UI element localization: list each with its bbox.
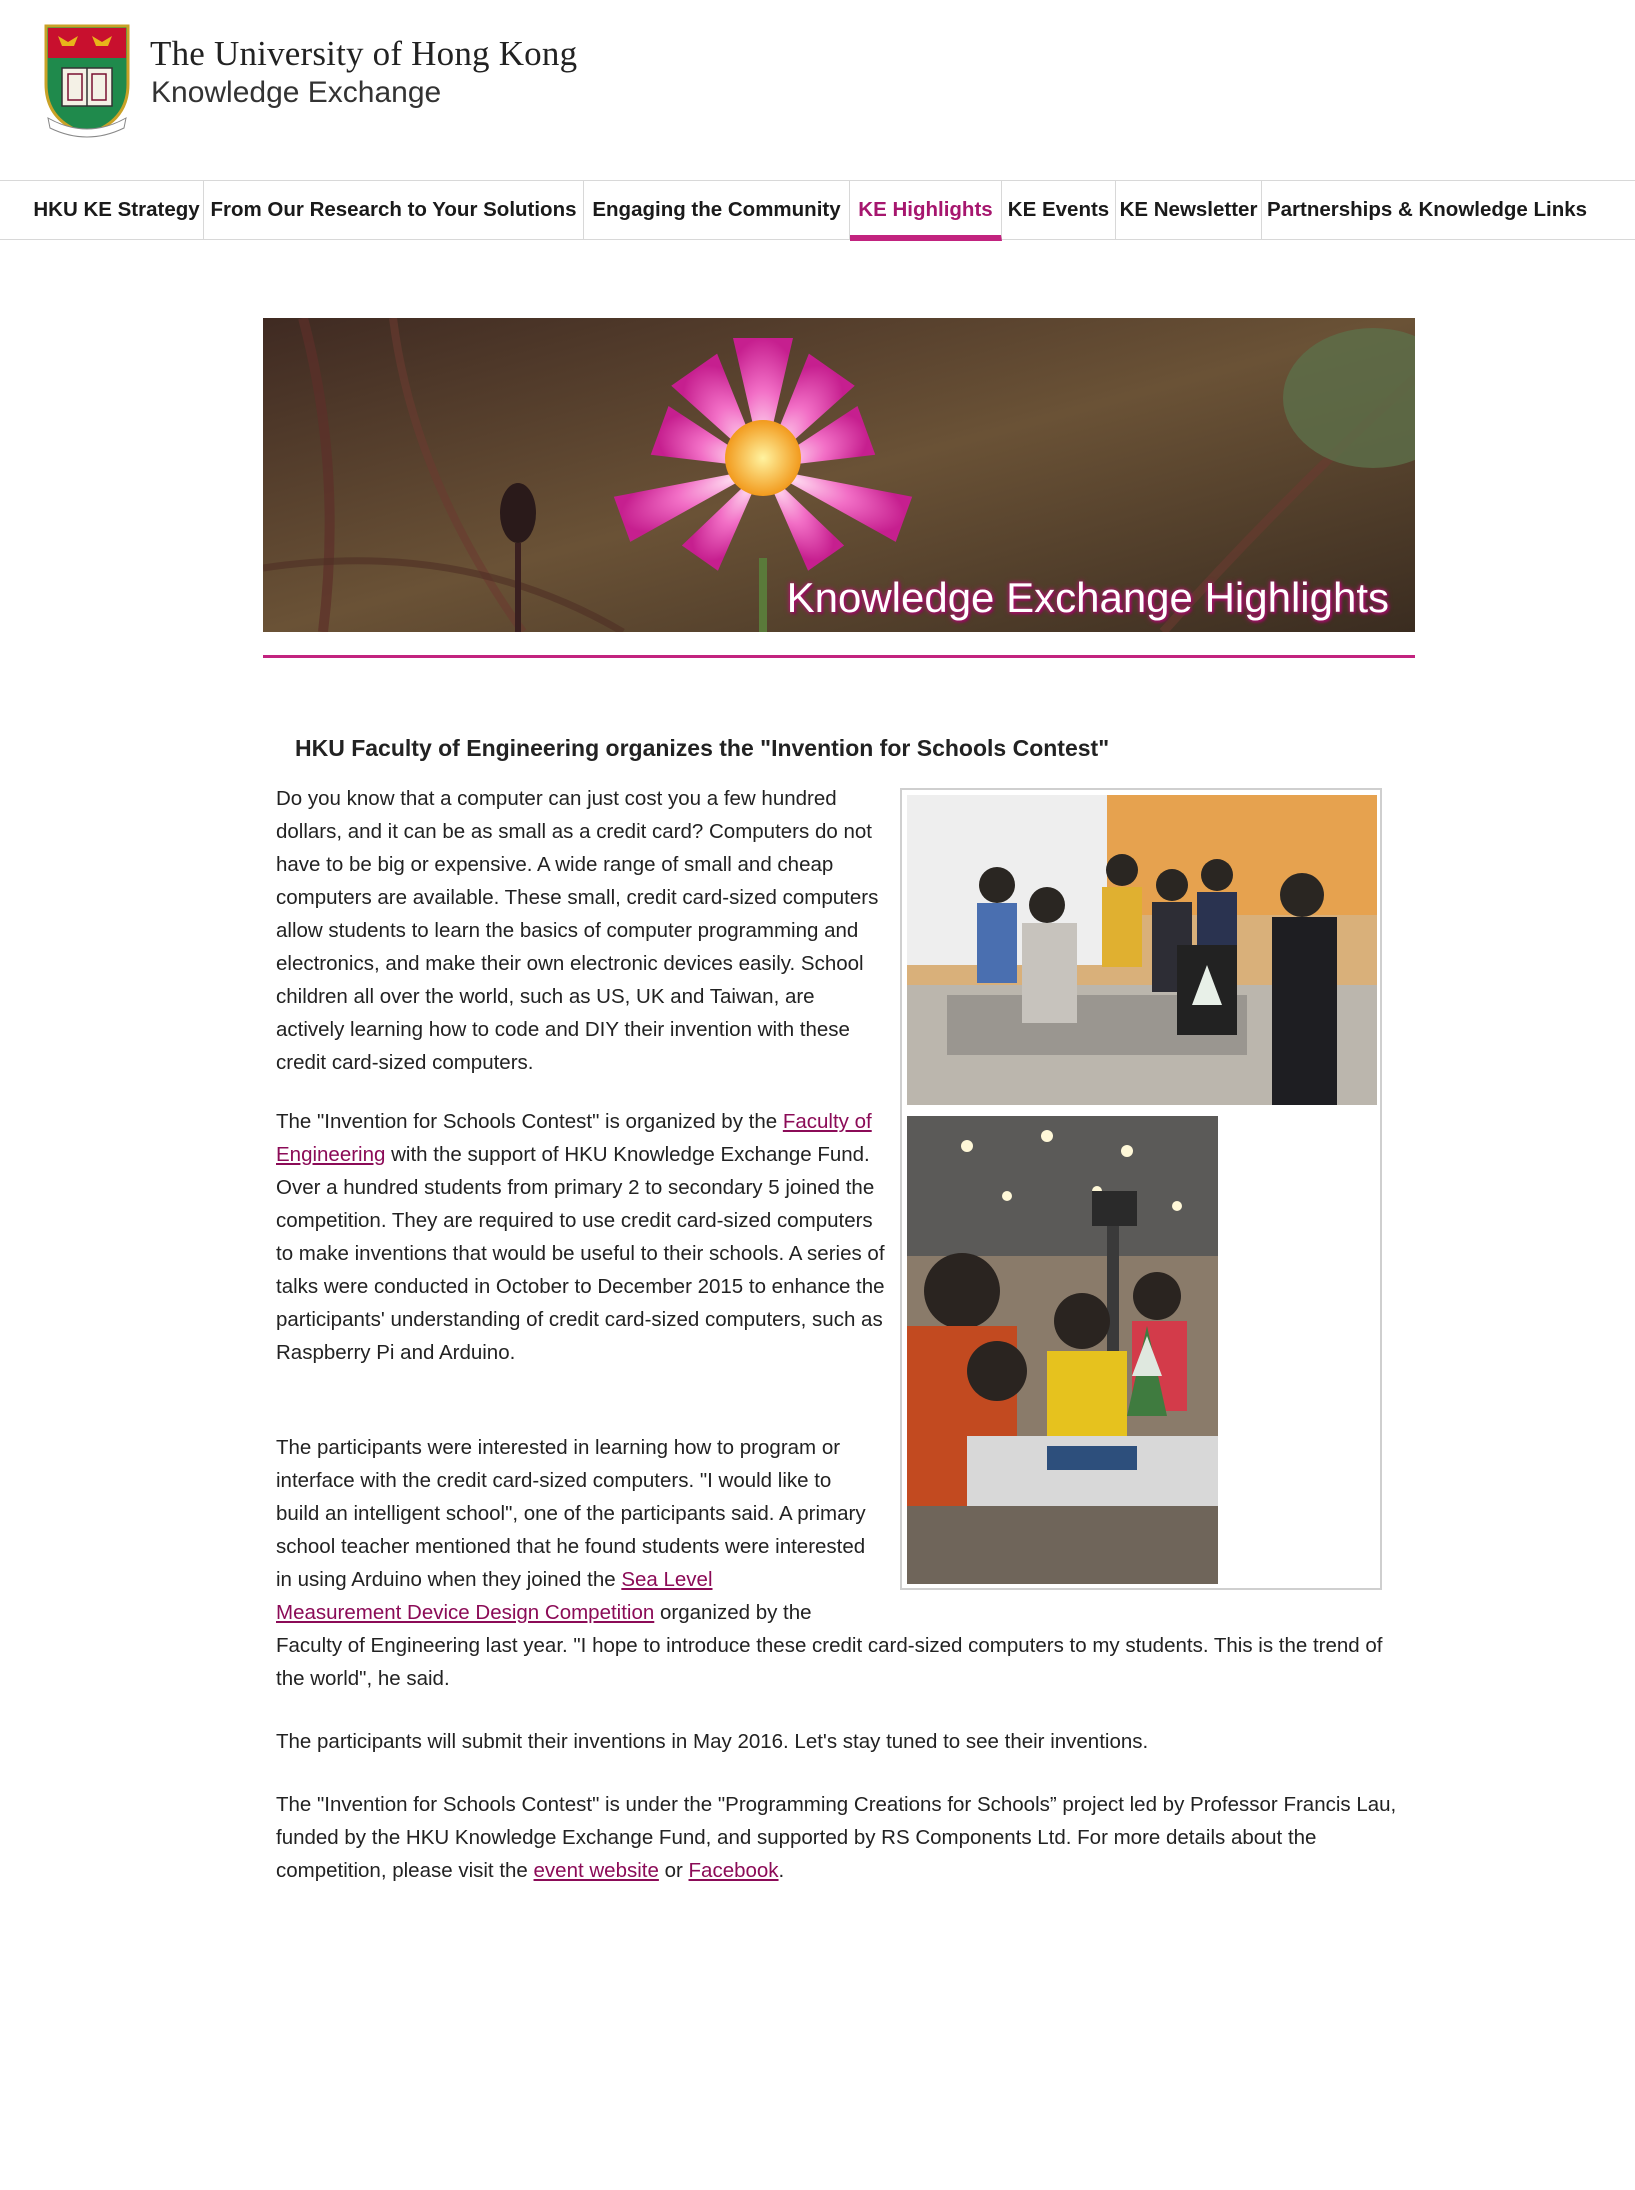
nav-item-engaging-community[interactable]: Engaging the Community	[584, 181, 850, 239]
paragraph-intro: Do you know that a computer can just cost you a few hundred dollars, and it can be as small as a credit card? Computers do not have to be big or expensive. A wide range of small and cheap computers are available. These small, credit card-sized computers allow students to learn the basics of computer programming and electronics, and make their own electronic devices easily. School children all over the world, such as US, UK and Taiwan, are actively learning how to code and DIY their invention with these credit card-sized computers.	[276, 787, 879, 1074]
university-name[interactable]: The University of Hong Kong	[150, 34, 578, 73]
sea-level-competition-link[interactable]: Measurement Device Design Competition	[276, 1601, 655, 1624]
p3-text-mid: organized by the	[654, 1601, 812, 1624]
p2-text-after: with the support of HKU Knowledge Exchange Fund. Over a hundred students from primary 2 to secondary 5 joined the competition. They are required to use credit card-sized computers to make inventions that would be useful to their schools. A series of talks were conducted in October to December 2015 to enhance the participants' understanding of credit card-sized computers, such as Raspberry Pi and Arduino.	[276, 1143, 885, 1364]
main-nav	[0, 180, 1635, 240]
highlights-banner	[263, 318, 1415, 632]
event-website-link[interactable]: event website	[533, 1859, 659, 1882]
nav-item-ke-highlights[interactable]: KE Highlights	[850, 181, 1002, 241]
sea-level-link-part1[interactable]: Sea Level	[621, 1568, 713, 1591]
p5-text-end: .	[778, 1859, 785, 1882]
site-header	[0, 0, 1635, 180]
paragraph-submission: The participants will submit their inventions in May 2016. Let's stay tuned to see their inventions.	[276, 1730, 1149, 1753]
paragraph-contest	[276, 1105, 886, 1369]
students-christmas-tree-photo	[907, 1116, 1218, 1584]
facebook-link[interactable]: Facebook	[688, 1859, 779, 1882]
unit-name[interactable]: Knowledge Exchange	[151, 76, 442, 109]
hku-crest-logo[interactable]	[40, 22, 134, 138]
article-title: HKU Faculty of Engineering organizes the "Invention for Schools Contest"	[295, 735, 1110, 761]
paragraph-project-details	[276, 1788, 1406, 1887]
p5-text-before: The "Invention for Schools Contest" is under the "Programming Creations for Schools” project led by Professor Francis Lau, funded by the HKU Knowledge Exchange Fund, and supported by RS Components Ltd. For more details about the competition, please visit the	[276, 1793, 1397, 1882]
nav-item-ke-events[interactable]: KE Events	[1002, 181, 1116, 239]
p3-text-before: The participants were interested in learning how to program or interface with the credit card-sized computers. "I would like to build an intelligent school", one of the participants said. A primary school teacher mentioned that he found students were interested in using Arduino when they joined the	[276, 1436, 866, 1591]
p5-text-mid: or	[658, 1859, 689, 1882]
faculty-of-engineering-link[interactable]: Faculty of Engineering	[276, 1110, 872, 1166]
banner-caption: Knowledge Exchange Highlights	[786, 574, 1389, 621]
p2-text-before: The "Invention for Schools Contest" is organized by the	[276, 1110, 783, 1133]
paragraph-participants-cont: Faculty of Engineering last year. "I hope to introduce these credit card-sized computers to my students. This is the trend of the world", he said.	[276, 1634, 1383, 1690]
nav-item-partnerships[interactable]: Partnerships & Knowledge Links	[1266, 198, 1588, 221]
students-workshop-photo	[907, 795, 1377, 1105]
nav-item-research-solutions[interactable]: From Our Research to Your Solutions	[204, 181, 584, 239]
nav-item-ke-newsletter[interactable]: KE Newsletter	[1116, 181, 1262, 239]
banner-divider	[263, 655, 1415, 658]
paragraph-participants	[276, 1431, 876, 1629]
nav-item-hku-ke-strategy[interactable]: HKU KE Strategy	[30, 181, 204, 239]
